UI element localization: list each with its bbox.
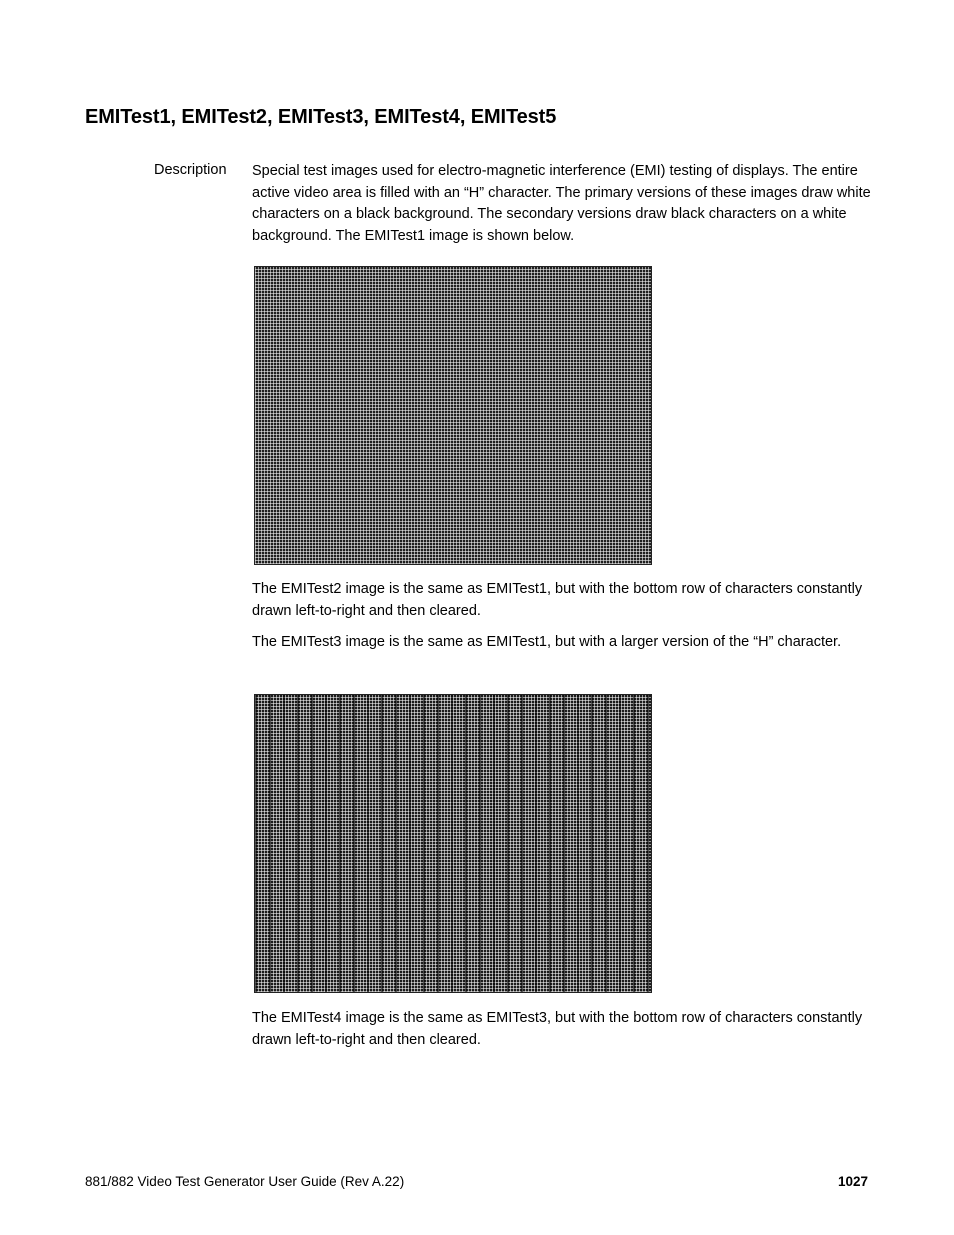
intro-paragraph: Special test images used for electro-magnetic interference (EMI) testing of displays. The entire active video area is filled with an “H” character. The primary versions of these images draw white characters on a black background. The secondary versions draw black characters on a white background. The EMITest1 image is shown below. <box>252 163 871 244</box>
emitest3-image <box>254 694 652 993</box>
emitest3-paragraph: The EMITest3 image is the same as EMITest1, but with a larger version of the “H” character. <box>252 634 842 650</box>
footer-page-number: 1027 <box>838 1174 869 1189</box>
emitest1-image <box>254 266 652 565</box>
footer-document-title: 881/882 Video Test Generator User Guide (Rev A.22) <box>85 1174 405 1189</box>
emitest4-paragraph: The EMITest4 image is the same as EMITest3, but with the bottom row of characters constantly drawn left-to-right and then cleared. <box>252 1010 863 1048</box>
section-heading: EMITest1, EMITest2, EMITest3, EMITest4, EMITest5 <box>85 106 557 128</box>
emitest2-paragraph: The EMITest2 image is the same as EMITest1, but with the bottom row of characters constantly drawn left-to-right and then cleared. <box>252 581 863 619</box>
description-label: Description <box>154 162 227 178</box>
